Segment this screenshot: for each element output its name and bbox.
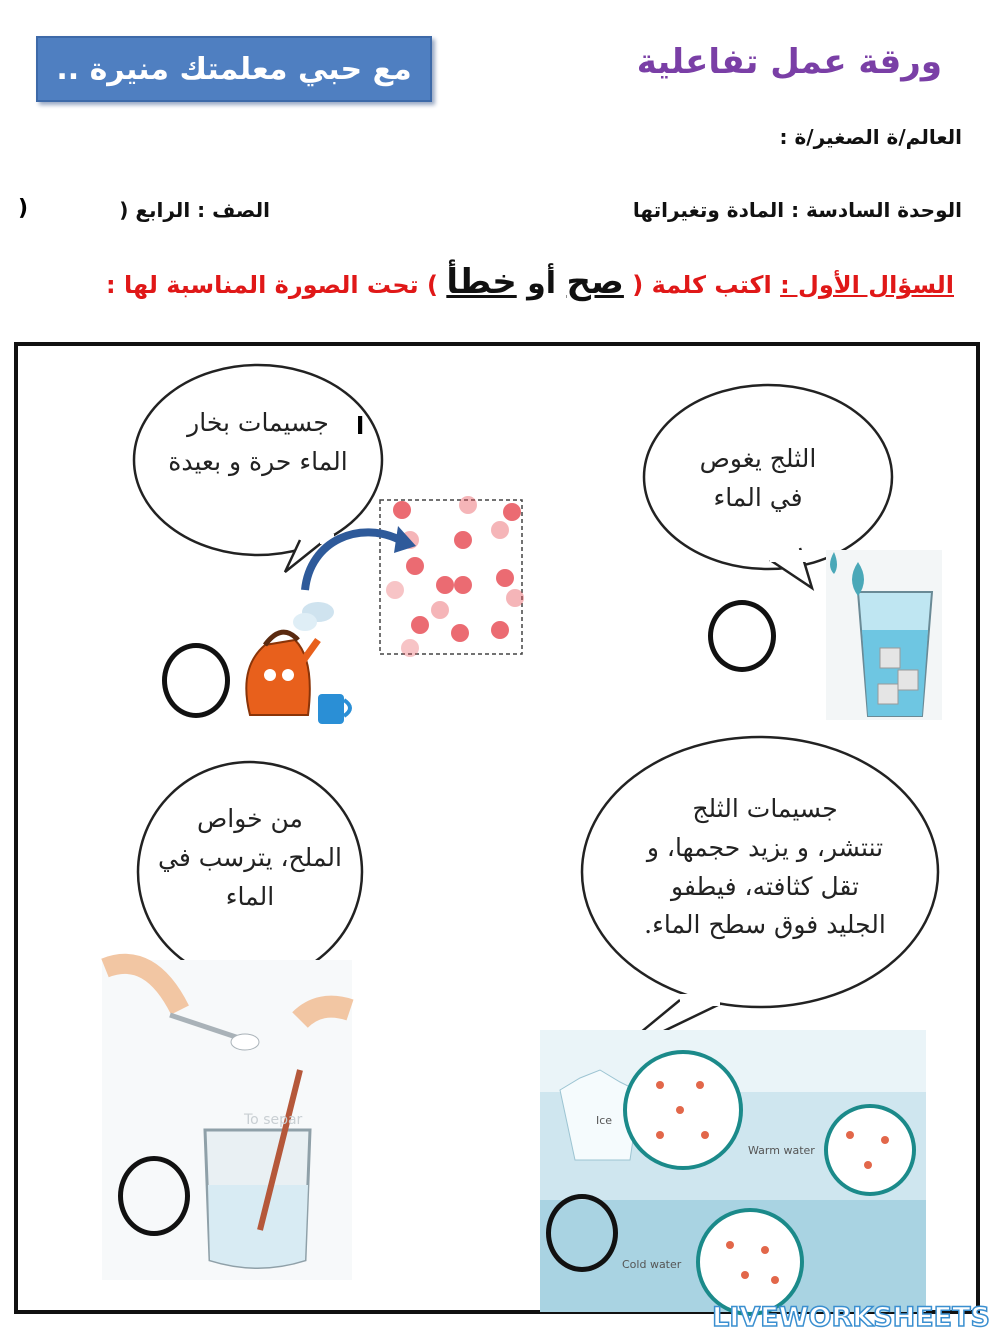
answer-circle-salt[interactable] — [118, 1156, 190, 1236]
statement-steam-line1: جسيمات بخار — [187, 408, 329, 437]
statement-ice-sinks-line1: الثلج يغوص — [699, 444, 817, 473]
answer-circle-ice-particles[interactable] — [546, 1194, 618, 1272]
statement-ice-particles-line4: الجليد فوق سطح الماء. — [644, 910, 886, 940]
statement-steam-line2: الماء حرة و بعيدة — [168, 446, 348, 476]
statement-ice-particles-line2: تنتشر، و يزيد حجمها، و — [646, 832, 884, 862]
stray-mark: ا — [356, 412, 365, 440]
faded-label: To separ — [244, 1112, 303, 1128]
statement-salt-line1: من خواص — [197, 804, 303, 833]
grade-label: الصف : الرابع ( — [119, 198, 270, 222]
statement-ice-particles — [620, 790, 910, 945]
liveworksheets-logo: LIVEWORKSHEETS — [712, 1302, 990, 1333]
true-word: صح — [566, 262, 624, 302]
ice-label: Ice — [596, 1114, 613, 1127]
statement-ice-particles-line3: تقل كثافته، فيطفو — [670, 871, 860, 901]
worksheet-title: ورقة عمل تفاعلية — [636, 42, 942, 82]
statement-salt-line2: الملح، يترسب في — [158, 842, 342, 872]
statement-ice-particles-line1: جسيمات الثلج — [692, 794, 838, 823]
ice-glass-image — [826, 550, 942, 720]
false-word: خطأ — [446, 262, 517, 302]
question-suffix: ) تحت الصورة المناسبة لها : — [106, 271, 447, 299]
question-text: اكتب كلمة ( — [623, 271, 781, 299]
teacher-banner: مع حبي معلمتك منيرة .. — [36, 36, 432, 102]
statement-ice-sinks — [668, 440, 848, 518]
question-prefix: السؤال الأول : — [780, 271, 954, 299]
statement-steam — [148, 404, 368, 482]
statement-salt — [150, 800, 350, 916]
or-word: أو — [516, 266, 567, 301]
statement-ice-sinks-line2: في الماء — [713, 482, 803, 512]
unit-label: الوحدة السادسة : المادة وتغيراتها — [632, 198, 962, 222]
answer-circle-steam[interactable] — [162, 643, 230, 718]
ice-density-figure — [540, 1030, 926, 1314]
warm-water-label: Warm water — [748, 1144, 815, 1157]
student-name-label: العالم/ة الصغير/ة : — [779, 125, 962, 149]
grade-paren-close: ) — [18, 196, 29, 221]
statement-salt-line3: الماء — [225, 881, 275, 911]
answer-circle-ice-sinks[interactable] — [708, 600, 776, 672]
kettle-image — [246, 602, 350, 724]
cold-water-label: Cold water — [622, 1258, 682, 1271]
